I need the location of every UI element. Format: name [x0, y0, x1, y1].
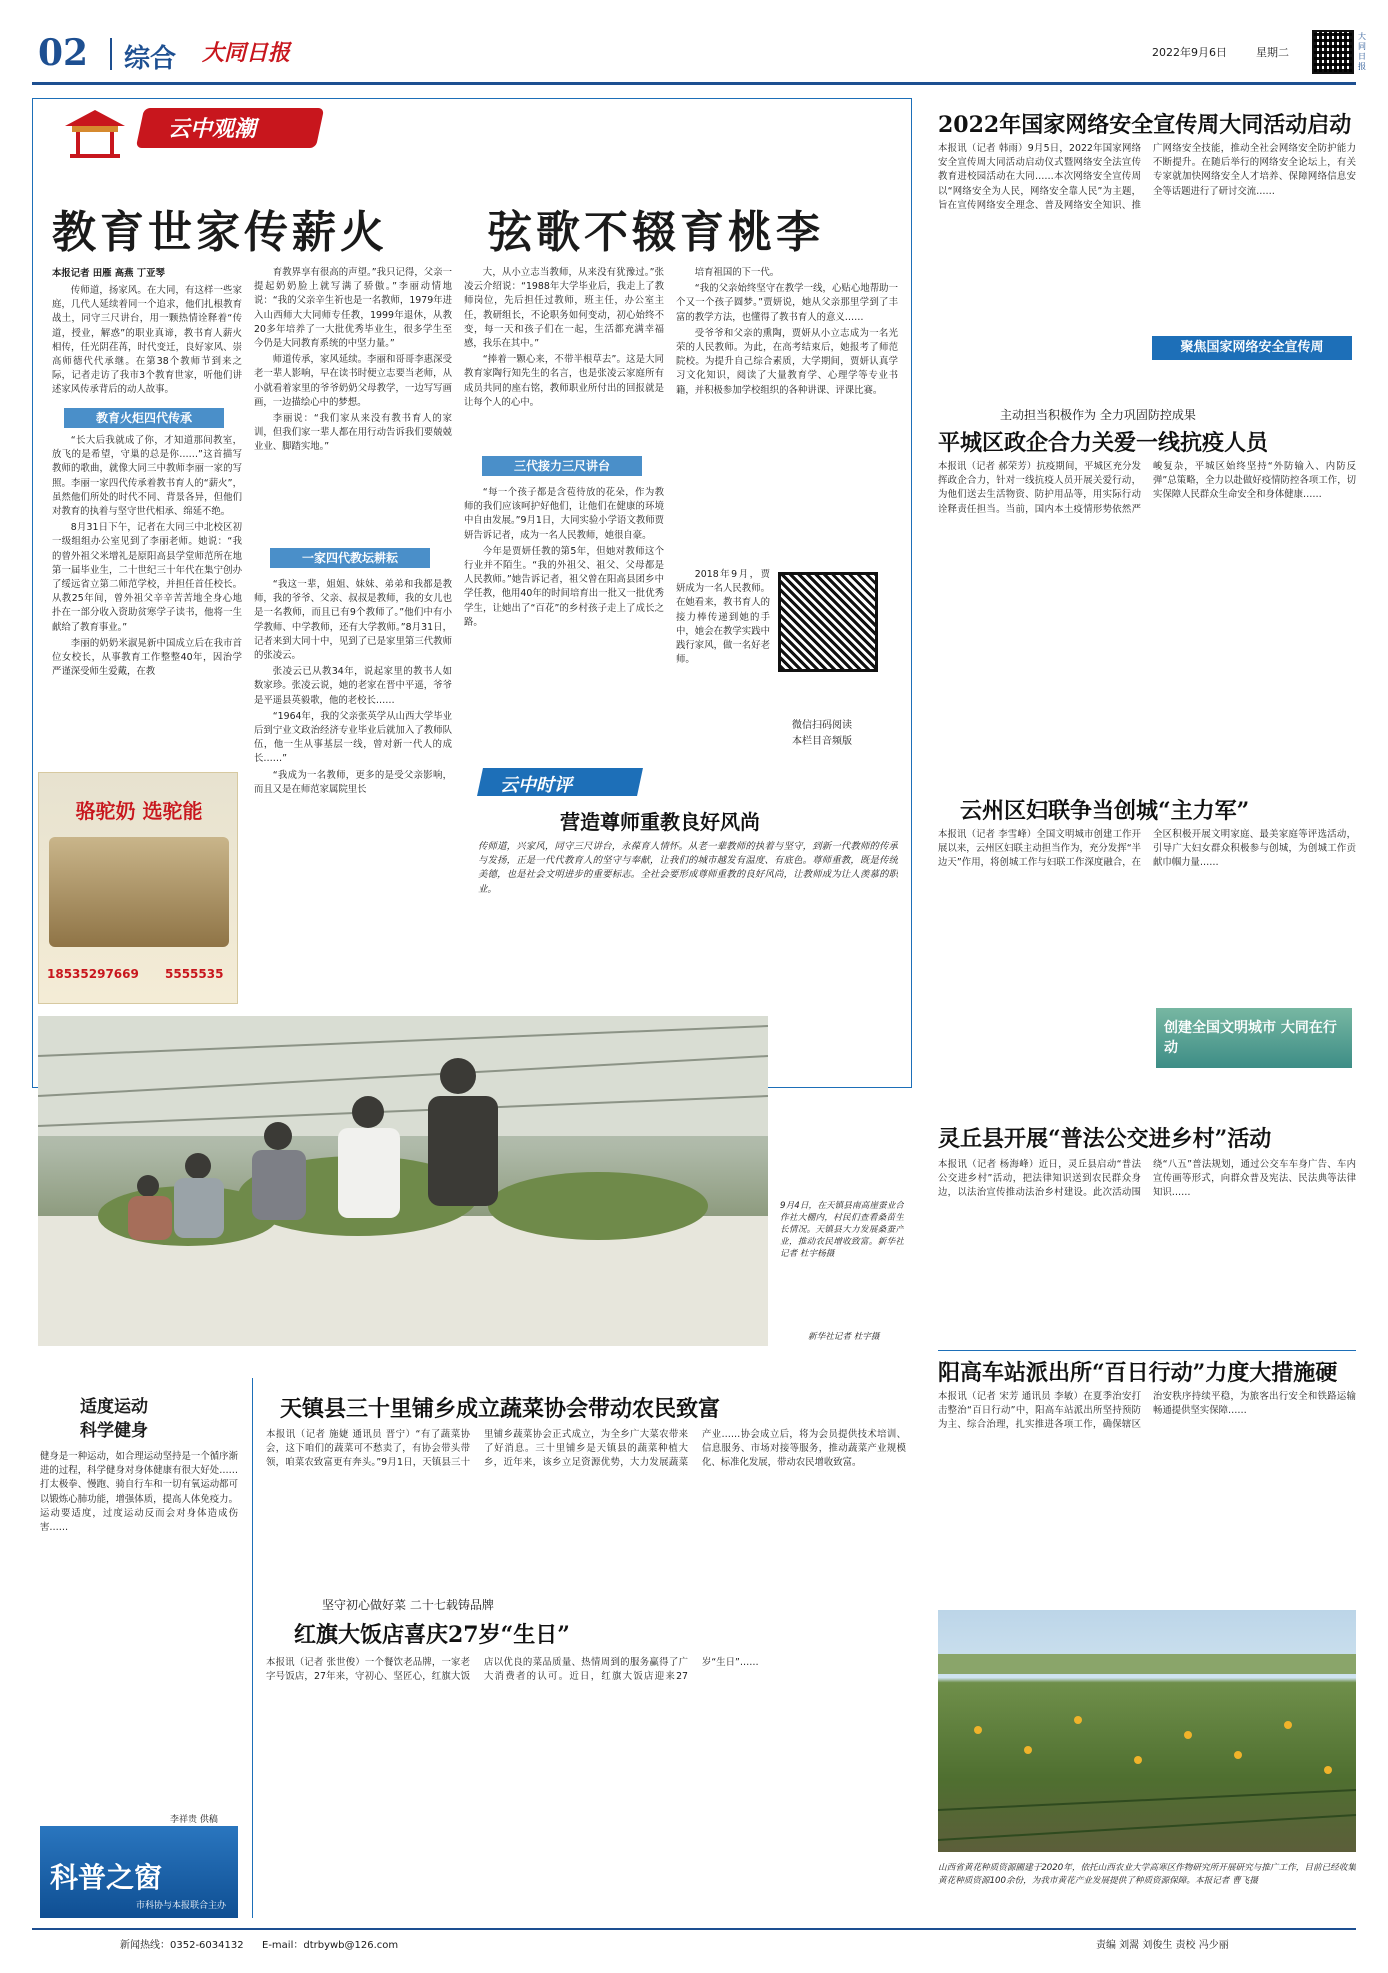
- qr-caption: 大同日报: [1358, 32, 1366, 71]
- science-banner-note: 市科协与本报联合主办: [136, 1901, 227, 1911]
- paragraph: “1964年，我的父亲张英学从山西大学毕业后到宁业文政治经济专业毕业后就加入了教师队伍，他一生从事基层一线，曾对新一代人的成长……”: [254, 710, 452, 765]
- paragraph: 师道传承，家风延续。李丽和哥哥李惠深受老一辈人影响，早在读书时便立志要当老师，从小就看着家里的爷爷奶奶父母教学，一边写写画画，一边描绘心中的梦想。: [254, 354, 452, 408]
- qr-code-icon: [778, 572, 878, 672]
- pingcheng-headline: 平城区政企合力关爱一线抗疫人员: [938, 430, 1269, 456]
- restaurant-text: 本报讯（记者 张世俊）一个餐饮老品牌，一家老字号饭店，27年来，守初心、坚匠心，红旗大饭店以优良的菜品质量、热情周到的服务赢得了广大消费者的认可。近日，红旗大饭店迎来27岁“生日”……: [266, 1657, 759, 1683]
- masthead-rule: [32, 82, 1356, 85]
- footer-rule: [32, 1928, 1356, 1930]
- paper-logo: 大同日报: [202, 40, 291, 66]
- science-banner-title: 科普之窗: [50, 1861, 163, 1894]
- feature-col-4: [676, 266, 898, 566]
- subhead-2: 一家四代教坛耕耘: [270, 548, 430, 568]
- right-rule: [938, 1350, 1356, 1351]
- paragraph: 受爷爷和父亲的熏陶，贾妍从小立志成为一名光荣的人民教师。为此，在高考结束后，她报考了师范院校。为提升自己综合素质，大学期间，贾妍认真学习文化知识，阅读了大量教育学、心理学等专业书籍，并积极参加学校组织的各种讲课、评课比赛。: [676, 327, 898, 396]
- health-title-2: 科学健身: [80, 1421, 148, 1441]
- vegetable-text: 本报讯（记者 施婕 通讯员 晋宁）“有了蔬菜协会，这下咱们的蔬菜可不愁卖了，有协会带头带领，咱菜农致富更有奔头。”9月1日，天镇县三十里铺乡蔬菜协会正式成立，为全乡广大菜农带来了好消息。三十里铺乡是天镇县的蔬菜种植大乡，近年来，该乡立足资源优势，大力发展蔬菜产业……协会成立后，将为会员提供技术培训、信息服务、市场对接等服务，推动蔬菜产业规模化、标准化发展，带动农民增收致富。: [266, 1429, 906, 1469]
- column-tag-label: 云中观潮: [168, 116, 257, 142]
- paragraph: 8月31日下午，记者在大同三中北校区初一级组组办公室见到了李丽老师。她说：“我的曾外祖父米增礼是原阳高县学堂师范所在地第一届毕业生，二十世纪三十年代在集宁创办了绥远省立第二师范学校，并担任首任校长。从教25年间，曾外祖父辛辛苦苦地全身心地扑在一部分收入资助贫寒学子读书，他将一生献给了教育事业。”: [52, 522, 242, 633]
- subhead-1: 教育火炬四代传承: [64, 408, 224, 428]
- paragraph: 今年是贾妍任教的第5年，但她对教师这个行业并不陌生。“我的外祖父、祖父、父母都是人民教师。”她告诉记者，祖父曾在阳高县团乡中学任教，他用40年的时间培育出一批又一批优秀学生，让她出了“百花”的乡村孩子走上了成长之路。: [464, 545, 664, 628]
- footer-hotline: 新闻热线：0352-6034132: [120, 1940, 244, 1951]
- paragraph: 李丽说：“我们家从来没有教书育人的家训，但我们家一辈人都在用行动告诉我们要兢兢业业、脚踏实地。”: [254, 413, 452, 453]
- footer-editors: 责编 刘翯 刘俊生 责校 冯少丽: [1096, 1940, 1229, 1951]
- qr-code-icon: [1312, 30, 1354, 74]
- feature-col-1b: [52, 434, 242, 779]
- bottom-divider: [252, 1378, 253, 1918]
- science-banner: [40, 1826, 238, 1918]
- vegetable-headline: 天镇县三十里铺乡成立蔬菜协会带动农民致富: [280, 1396, 721, 1422]
- feature-col-2b: [254, 578, 452, 1078]
- feature-col-2: [254, 266, 452, 536]
- paragraph: 传师道，扬家风。在大同，有这样一些家庭，几代人延续着同一个追求，他们扎根教育战土，同守三尺讲台，用一颗热情诠释着“传道，授业，解惑”的职业真谛，教书育人薪火相传，任光阴荏苒，时代变迁，良好家风、崇高师德代代承继。在第38个教师节到来之际，记者走访了我市3个教育世家，听他们讲述家风传承背后的动人故事。: [52, 285, 242, 396]
- divider: [110, 38, 112, 70]
- paragraph: 李丽的奶奶米淑晃新中国成立后在我市首位女校长，从事教育工作整整40年，因治学严谨深受师生爱戴，在教: [52, 637, 242, 678]
- health-title-1: 适度运动: [80, 1397, 148, 1417]
- net-security-sidebar: 聚焦国家网络安全宣传周: [1152, 336, 1352, 360]
- qr-caption-1: 微信扫码阅读: [792, 720, 852, 731]
- paragraph: “我的父亲始终坚守在教学一线，心贴心地帮助一个又一个孩子圆梦。”贾妍说，她从父亲那里学到了丰富的教学方法，也懂得了教书育人的意义……: [676, 283, 898, 323]
- milk-ad: [38, 772, 238, 1004]
- masthead: [32, 30, 1366, 80]
- yunzhou-headline: 云州区妇联争当创城“主力军”: [960, 798, 1250, 824]
- yunzhou-text: 本报讯（记者 李雪峰）全国文明城市创建工作开展以来，云州区妇联主动担当作为，充分发挥“半边天”作用，将创城工作与妇联工作深度融合，在全区积极开展文明家庭、最美家庭等评选活动，引导广大妇女群众积极参与创城，为创城工作贡献巾帼力量……: [938, 829, 1356, 869]
- paragraph: “我这一辈，姐姐、妹妹、弟弟和我都是教师，我的爷爷、父亲、叔叔是教师，我的女儿也是一名教师，而且已有9个教师了。”他们中有小学教师、中学教师，还有大学教师。”8月31日，记者来到大同十中，见到了已是家里第三代教师的张凌云。: [254, 579, 452, 662]
- masthead-weekday: 星期二: [1256, 46, 1289, 59]
- pavilion-icon: [60, 104, 130, 160]
- feature-col-3: [464, 266, 664, 446]
- kicker: 主动担当积极作为 全力巩固防控成果: [1000, 408, 1196, 422]
- news-photo: [38, 1016, 768, 1346]
- paragraph: “我成为一名教师，更多的是受父亲影响，而且又是在师范家属院里长: [254, 769, 452, 795]
- photo-caption: 9月4日，在天镇县南高崖蚕业合作社大棚内，村民们查看桑苗生长情况。天镇县大力发展桑蚕产业，推动农民增收致富。新华社记者 杜宇杨摄: [780, 1201, 904, 1259]
- camel-icon: [49, 837, 229, 947]
- health-author: 李祥贵 供稿: [170, 1815, 218, 1825]
- yanggao-headline: 阳高车站派出所“百日行动”力度大措施硬: [938, 1360, 1338, 1386]
- health-text: 健身是一种运动，如合理运动坚持是一个循序渐进的过程，科学健身对身体健康有很大好处……打太极拳、慢跑、骑自行车和一切有氧运动都可以锻炼心肺功能，增强体质，提高人体免疫力。运动要适度，过度运动反而会对身体造成伤害……: [40, 1451, 238, 1534]
- daylily-field-illustration: [938, 1610, 1356, 1852]
- commentary-text: 传师道，兴家风，同守三尺讲台，永葆育人情怀。从老一辈教师的执着与坚守，到新一代教师的传承与发扬，正是一代代教育人的坚守与奉献，让我们的城市越发有温度、有底色。尊师重教，既是传统美德，也是社会文明进步的重要标志。全社会要形成尊师重教的良好风尚，让教师成为让人羡慕的职业。: [478, 841, 898, 895]
- restaurant-kicker: 坚守初心做好菜 二十七载铸品牌: [322, 1598, 494, 1612]
- yanggao-text: 本报讯（记者 宋芳 通讯员 李敏）在夏季治安打击整治“百日行动”中，阳高车站派出所坚持预防为主、综合治理，扎实推进各项工作，确保辖区治安秩序持续平稳，为旅客出行安全和铁路运输畅通提供坚实保障……: [938, 1391, 1356, 1431]
- subhead-3: 三代接力三尺讲台: [482, 456, 642, 476]
- section-name: 综合: [124, 44, 177, 74]
- page-number: 02: [38, 32, 89, 74]
- net-security-text: 本报讯（记者 韩雨）9月5日，2022年国家网络安全宣传周大同活动启动仪式暨网络安全法宣传教育进校园活动在大同……本次网络安全宣传周以“网络安全为人民，网络安全靠人民”为主题，旨在宣传网络安全理念、普及网络安全知识、推广网络安全技能，推动全社会网络安全防护能力不断提升。在随后举行的网络安全论坛上，有关专家就加快网络安全人才培养、保障网络信息安全等话题进行了研讨交流……: [938, 143, 1356, 211]
- ad-phone-2: 5555535: [165, 967, 224, 981]
- paragraph: 张凌云已从教34年，说起家里的教书人如数家珍。张凌云说，她的老家在晋中平遥，爷爷是平遥县英毅歌，他的老校长……: [254, 666, 452, 706]
- masthead-date: 2022年9月6日: [1152, 46, 1227, 59]
- paragraph: 大，从小立志当教师，从来没有犹豫过。”张凌云介绍说：“1988年大学毕业后，我走上了教师岗位，先后担任过教师，班主任，办公室主任，教研组长，不论职务如何变动，初心始终不变，每一天和孩子们在一起，生活都充满幸福感，我乐在其中。”: [464, 267, 664, 350]
- feature-byline: 本报记者 田雁 高燕 丁亚琴: [52, 268, 165, 279]
- ad-brand: 骆驼奶 选驼能: [75, 799, 203, 823]
- paragraph: “长大后我就成了你，才知道那间教室，放飞的是希望，守巢的总是你……”这首描写教师的歌曲，就像大同三中教师李丽一家的写照。李丽一家四代传承着教书育人的“薪火”，虽然他们所处的时代不同、背景各异，但他们对教育的执着与坚守世代相承、绵延不绝。: [52, 435, 242, 518]
- lingqiu-text: 本报讯（记者 杨海峰）近日，灵丘县启动“普法公交进乡村”活动，把法律知识送到农民群众身边，以法治宣传推动法治乡村建设。此次活动围绕“八五”普法规划，通过公交车车身广告、车内宣传画等形式，向群众普及宪法、民法典等法律知识……: [938, 1159, 1356, 1199]
- paragraph: 2018年9月，贾妍成为一名人民教师。在她看来，教书育人的接力棒传递到她的手中，她会在教学实践中践行家风，做一名好老师。: [676, 569, 770, 666]
- daylily-caption: 山西省黄花种质资源圃建于2020年，依托山西农业大学高寒区作物研究所开展研究与推广工作，目前已经收集黄花种质资源100余份，为我市黄花产业发展提供了种质资源保障。本报记者 曹飞摄: [938, 1863, 1356, 1886]
- paragraph: 培育祖国的下一代。: [694, 267, 780, 278]
- paragraph: “每一个孩子都是含苞待放的花朵，作为教师的我们应该呵护好他们，让他们在健康的环境中自由发展。”9月1日，大同实验小学语文教师贾妍告诉记者，成为一名人民教师，她很自豪。: [464, 487, 664, 541]
- daylily-photo: [938, 1610, 1356, 1852]
- feature-col-4b: [676, 568, 770, 748]
- qr-caption-2: 本栏目音频版: [792, 736, 852, 747]
- restaurant-headline: 红旗大饭店喜庆27岁“生日”: [294, 1622, 570, 1648]
- photo-credit: 新华社记者 杜宇摄: [808, 1332, 880, 1342]
- net-security-headline: 2022年国家网络安全宣传周大同活动启动: [938, 112, 1352, 138]
- pingcheng-text: 本报讯（记者 郝荣芳）抗疫期间，平城区充分发挥政企合力，针对一线抗疫人员开展关爱行动，为他们送去生活物资、防护用品等，用实际行动诠释责任担当。当前，国内本土疫情形势依然严峻复杂，平城区始终坚持“外防输入、内防反弹”总策略，全力以赴做好疫情防控各项工作，切实保障人民群众生命安全和身体健康……: [938, 461, 1356, 515]
- feature-col-1: [52, 284, 242, 400]
- paragraph: “捧着一颗心来，不带半根草去”。这是大同教育家陶行知先生的名言，也是张凌云家庭所有成员共同的座右铭，教师职业所付出的回报就是让每个人的心中。: [464, 354, 664, 408]
- ad-phone-1: 18535297669: [47, 967, 139, 981]
- commentary-tag-label: 云中时评: [500, 775, 572, 796]
- headline-left: 教育世家传薪火: [52, 207, 388, 258]
- paragraph: 育教界享有很高的声望。”我只记得，父亲一提起奶奶脸上就写满了骄傲。”李丽动情地说：“我的父亲辛生祈也是一名教师，1979年进入山西师大大同师专任教，1999年退休，从教20多年培养了一大批优秀毕业生，很多学生至今仍是大同教育系统的中坚力量。”: [254, 267, 452, 350]
- feature-col-3b: [464, 486, 664, 756]
- lingqiu-headline: 灵丘县开展“普法公交进乡村”活动: [938, 1126, 1272, 1152]
- silkworm-farm-illustration: [38, 1016, 768, 1346]
- commentary-headline: 营造尊师重教良好风尚: [560, 810, 760, 834]
- city-sidebar-label: 创建全国文明城市 大同在行动: [1164, 1020, 1337, 1056]
- footer-email: E-mail：dtrbywb@126.com: [262, 1940, 399, 1951]
- headline-right: 弦歌不辍育桃李: [488, 207, 824, 258]
